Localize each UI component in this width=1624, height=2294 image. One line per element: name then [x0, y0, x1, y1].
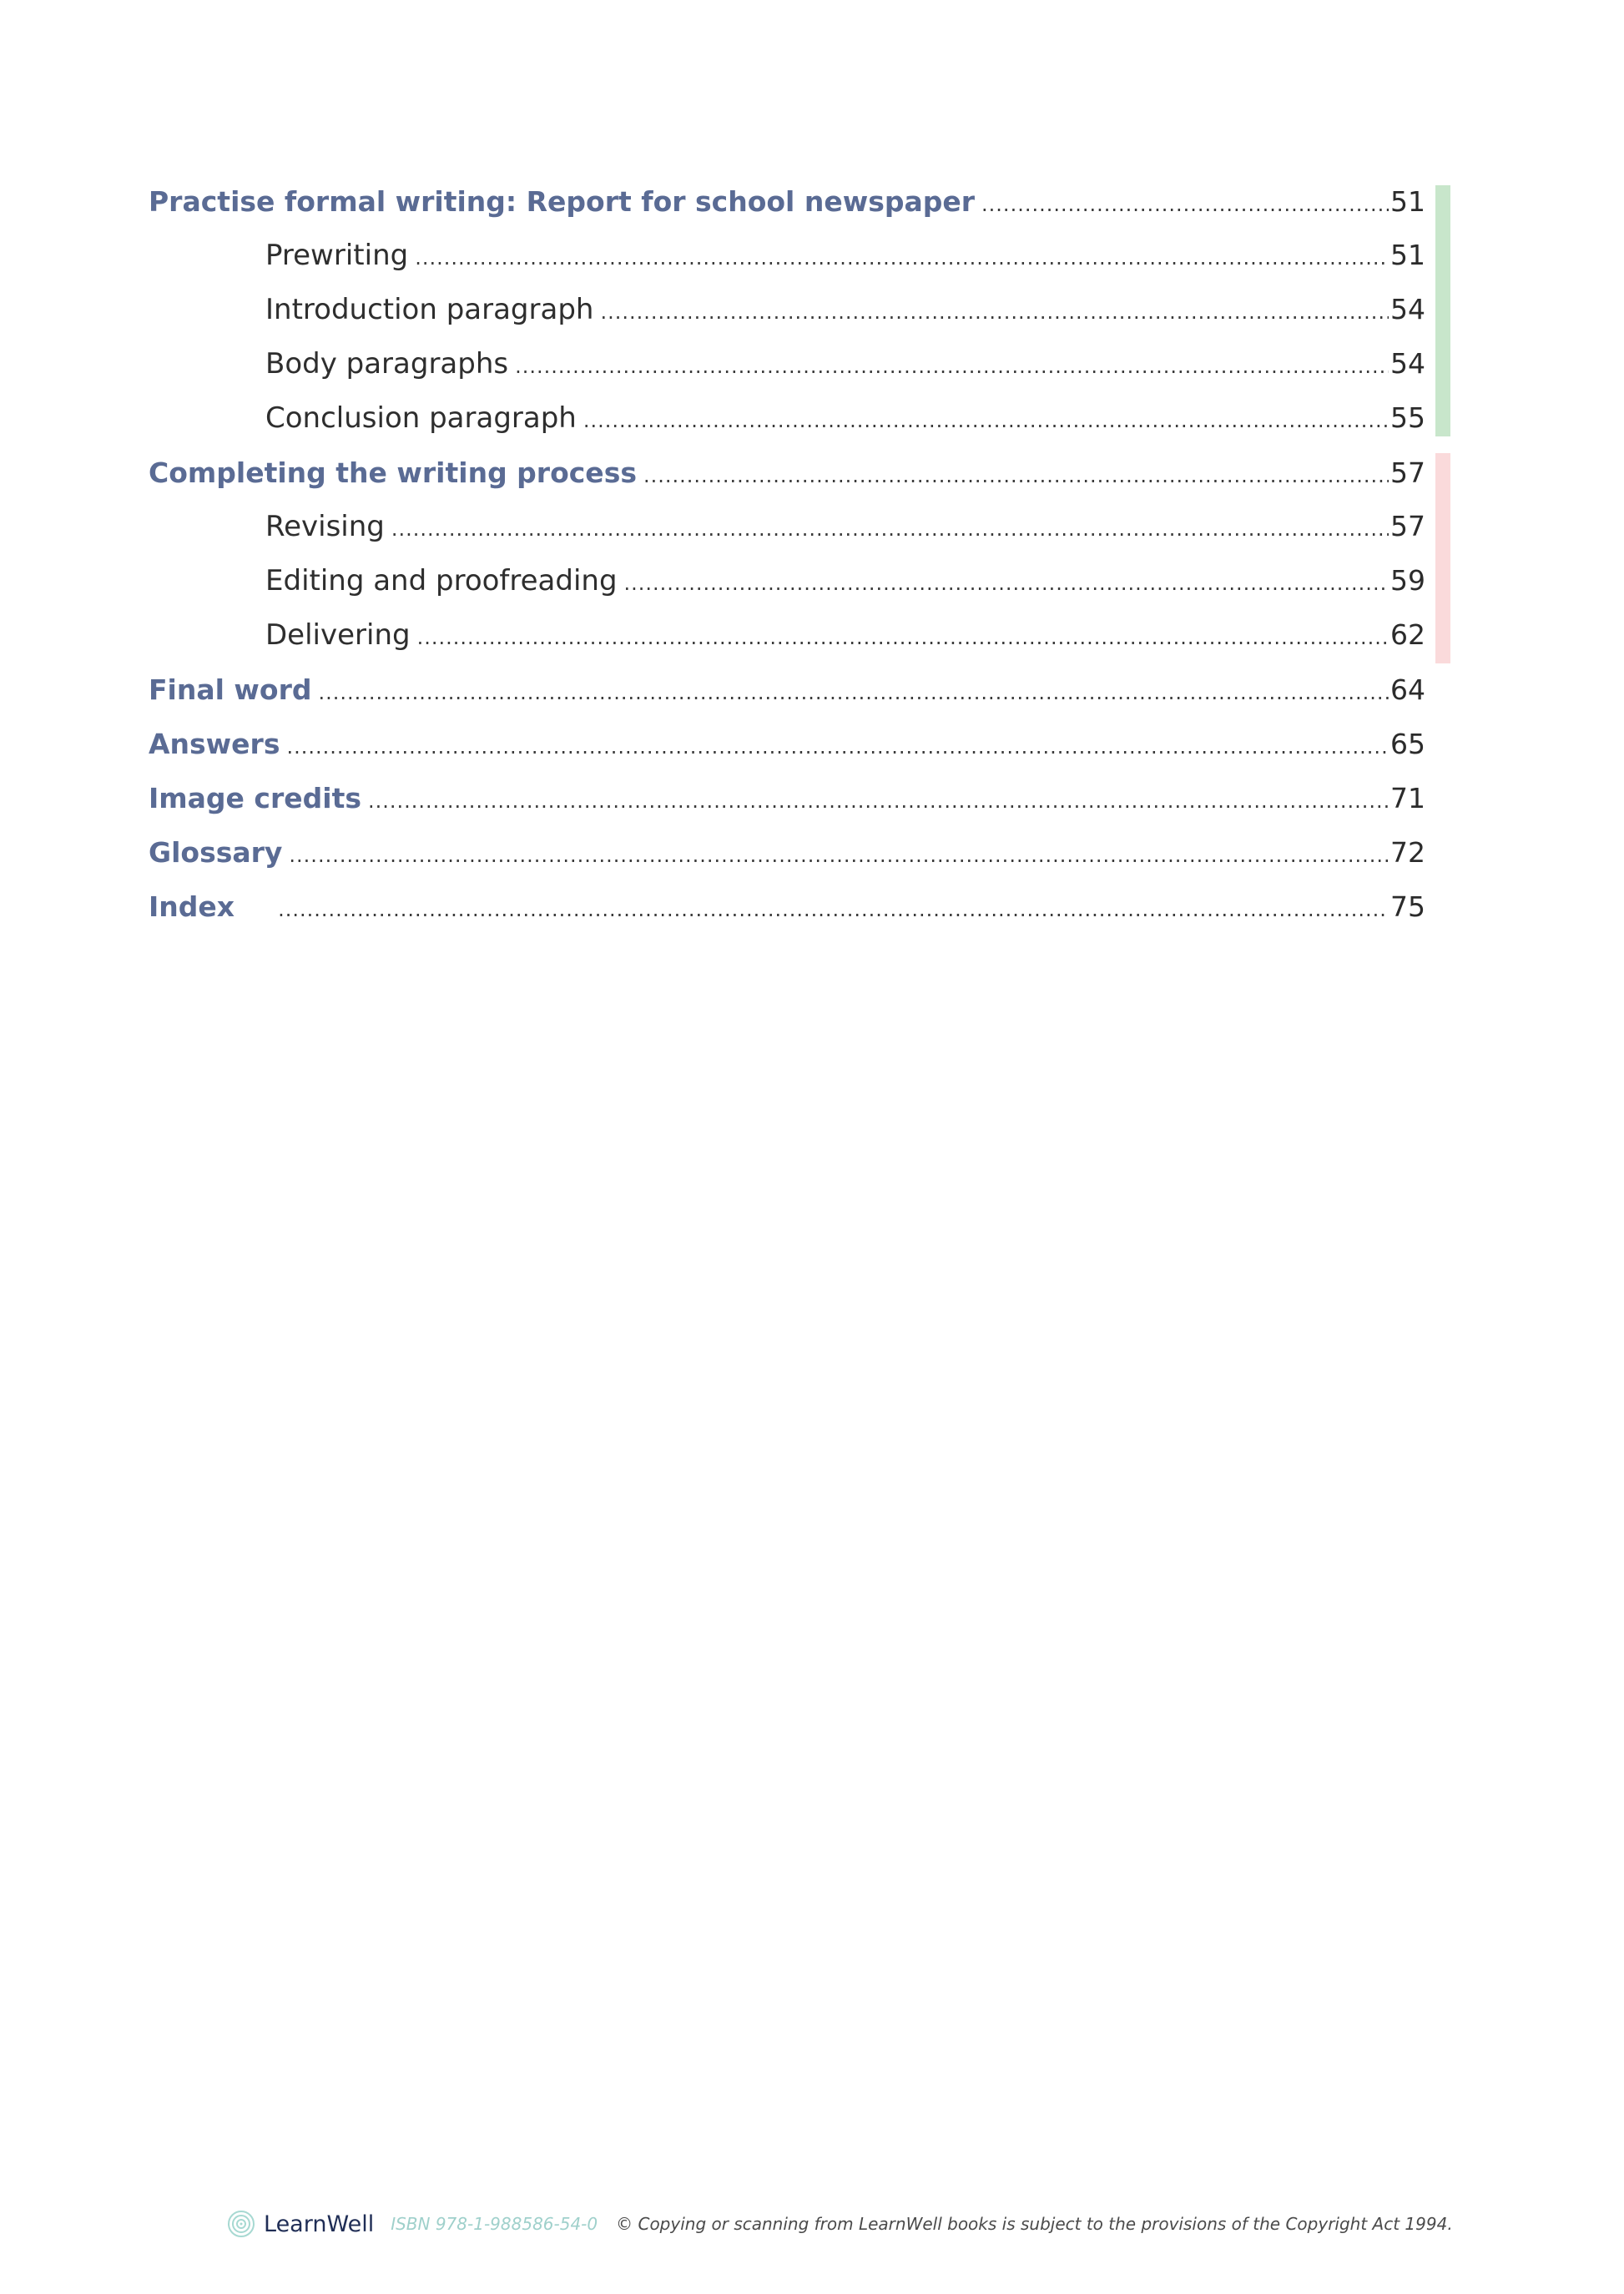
toc-entry-title: Revising [265, 510, 385, 543]
dot-leader [981, 193, 1389, 216]
isbn: ISBN 978-1-988586-54-0 [391, 2214, 598, 2234]
dot-leader [289, 844, 1389, 867]
toc-entry-page: 54 [1390, 347, 1425, 380]
toc-entry-title: Final word [149, 673, 312, 706]
toc-entry-page: 57 [1390, 510, 1425, 542]
toc-entry[interactable] [149, 826, 1425, 880]
dot-leader [417, 626, 1389, 649]
brand-name: LearnWell [264, 2211, 375, 2237]
dot-leader [643, 464, 1389, 487]
section-marker-green [1435, 185, 1450, 436]
toc-entry[interactable] [149, 555, 1425, 609]
toc-entry[interactable] [149, 663, 1425, 718]
dot-leader [286, 735, 1389, 759]
toc-entry-title: Answers [149, 728, 280, 760]
toc-entry-title: Delivering [265, 618, 411, 652]
toc-entry[interactable] [149, 609, 1425, 663]
toc-entry-title: Prewriting [265, 239, 409, 272]
toc-entry-page: 64 [1390, 673, 1425, 706]
learnwell-swirl-icon [227, 2210, 255, 2238]
toc-entry[interactable] [149, 446, 1425, 501]
dot-leader [583, 409, 1389, 432]
table-of-contents [149, 175, 1425, 935]
dot-leader [391, 517, 1389, 541]
toc-entry-title: Image credits [149, 782, 361, 814]
dot-leader [600, 300, 1389, 324]
toc-entry[interactable] [149, 501, 1425, 555]
toc-entry-title: Conclusion paragraph [265, 401, 577, 435]
toc-entry[interactable] [149, 718, 1425, 772]
toc-entry-title: Introduction paragraph [265, 293, 594, 326]
toc-entry-title: Index [149, 890, 235, 923]
dot-leader [415, 246, 1389, 270]
toc-entry-page: 51 [1390, 185, 1425, 218]
toc-entry-title: Practise formal writing: Report for school newspaper [149, 185, 976, 218]
toc-entry-page: 55 [1390, 401, 1425, 434]
toc-entry[interactable] [149, 338, 1425, 392]
copyright-notice: © Copying or scanning from LearnWell books is subject to the provisions of the Copyright Act 1994. [616, 2214, 1453, 2234]
dot-leader [278, 898, 1389, 921]
toc-entry-title: Completing the writing process [149, 456, 637, 489]
toc-entry[interactable] [149, 880, 1425, 935]
dot-leader [515, 355, 1389, 378]
toc-entry-page: 54 [1390, 293, 1425, 325]
toc-entry[interactable] [149, 284, 1425, 338]
section-marker-pink [1435, 453, 1450, 663]
toc-entry-title: Editing and proofreading [265, 564, 618, 597]
toc-entry-page: 57 [1390, 456, 1425, 489]
toc-entry-page: 65 [1390, 728, 1425, 760]
toc-entry-page: 72 [1390, 836, 1425, 869]
toc-entry-page: 51 [1390, 239, 1425, 271]
toc-entry[interactable] [149, 229, 1425, 284]
dot-leader [318, 681, 1389, 704]
toc-entry-title: Body paragraphs [265, 347, 509, 381]
page-footer [227, 2206, 1453, 2242]
toc-entry-page: 59 [1390, 564, 1425, 597]
toc-entry-page: 75 [1390, 890, 1425, 923]
toc-entry[interactable] [149, 175, 1425, 229]
dot-leader [624, 572, 1389, 595]
toc-entry[interactable] [149, 772, 1425, 826]
toc-entry-title: Glossary [149, 836, 283, 869]
toc-entry-page: 62 [1390, 618, 1425, 651]
toc-entry[interactable] [149, 392, 1425, 446]
dot-leader [368, 789, 1389, 813]
toc-entry-page: 71 [1390, 782, 1425, 814]
